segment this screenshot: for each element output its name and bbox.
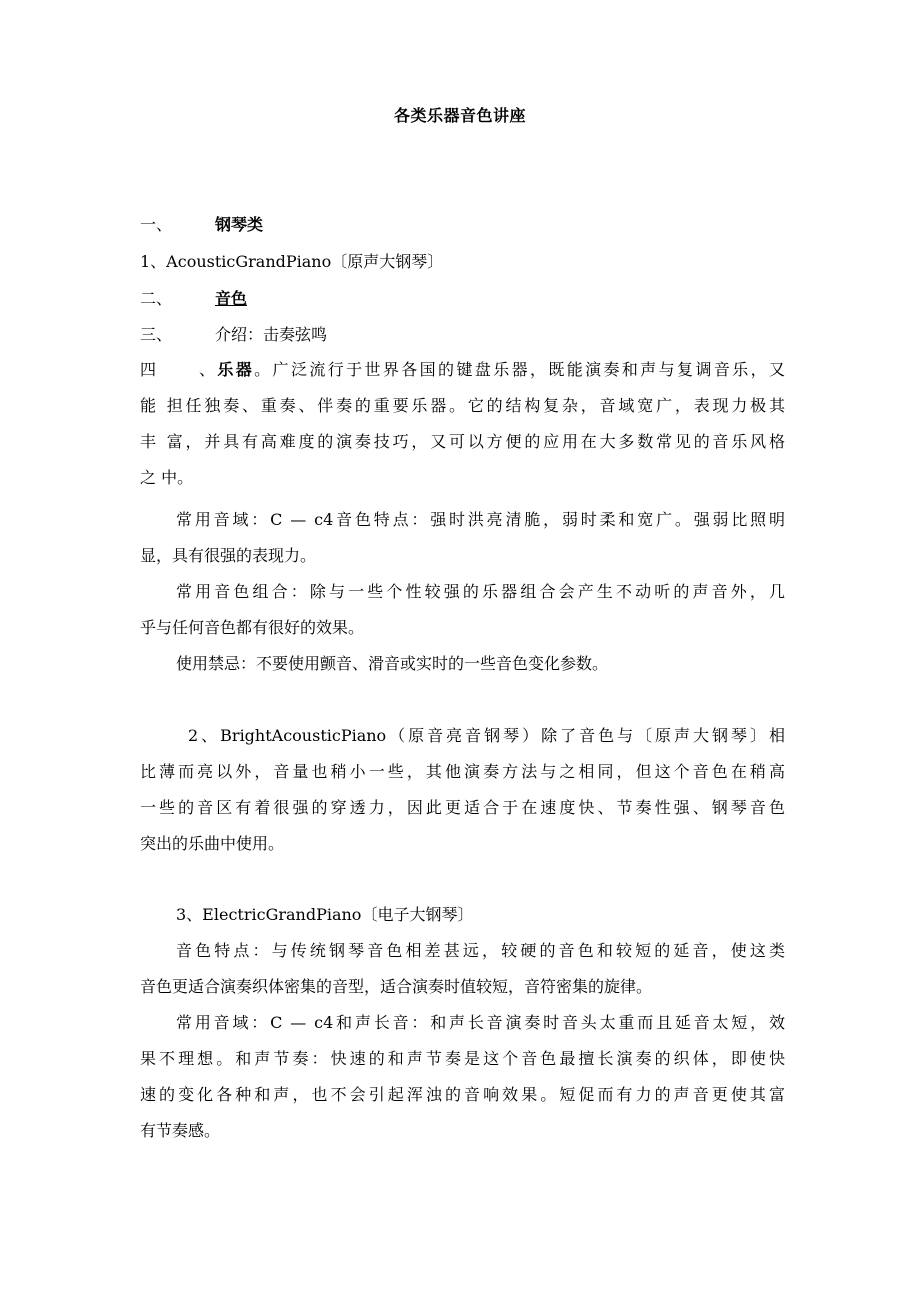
taboo-line: 使用禁忌：不要使用颤音、滑音或实时的一些音色变化参数。: [176, 654, 609, 673]
section-1-heading: [140, 215, 263, 235]
range-paragraph-1: [140, 502, 785, 574]
piano-2-line-2: 比薄而亮以外，音量也稍小一些，其他演奏方法与之相同，但这个音色在稍高: [140, 762, 785, 781]
document-title: 各类乐器音色讲座: [393, 106, 526, 125]
section-2-heading: [140, 289, 247, 309]
section-3-text: 介绍：击奏弦鸣: [215, 325, 328, 344]
combo-line-2: 乎与任何音色都有很好的效果。: [140, 618, 365, 637]
piano-3-range-paragraph: [140, 1005, 785, 1149]
section-4-text-1: 。广泛流行于世界各国的键盘乐器，既能演奏和声与复调音乐，又: [254, 360, 785, 379]
piano-2-line-4: 突出的乐曲中使用。: [140, 834, 285, 853]
item-1-heading: [140, 252, 443, 272]
piano-3a-line-1: 音色特点：与传统钢琴音色相差甚远，较硬的音色和较短的延音，使这类: [176, 941, 785, 960]
section-4-bold-term: 乐器: [215, 360, 255, 379]
section-2-number: 二、: [140, 289, 173, 308]
item-3-text: 3、ElectricGrandPiano〔电子大钢琴〕: [176, 905, 474, 924]
piano-3-timbre-paragraph: [140, 933, 785, 1005]
item-3-heading: [140, 897, 785, 933]
range-1-line-1: 常用音域：C — c4音色特点：强时洪亮清脆，弱时柔和宽广。强弱比照明: [176, 510, 785, 529]
piano-3b-line-4: 有节奏感。: [140, 1121, 221, 1140]
piano-3b-line-2: 果不理想。和声节奏：快速的和声节奏是这个音色最擅长演奏的织体，即使快: [140, 1049, 785, 1068]
taboo-paragraph: [140, 646, 785, 682]
section-1-label: 钢琴类: [215, 215, 264, 234]
section-4-line-4: 之 中。: [140, 468, 194, 487]
section-2-label: 音色: [215, 289, 248, 308]
piano-3b-line-3: 速的变化各种和声，也不会引起浑浊的音响效果。短促而有力的声音更使其富: [140, 1085, 785, 1104]
section-4-paragraph: [140, 352, 785, 496]
section-4-number: 四、: [140, 360, 215, 379]
section-4-line-2: 能 担任独奏、重奏、伴奏的重要乐器。它的结构复杂，音域宽广，表现力极其: [140, 396, 785, 415]
section-3-heading: [140, 325, 327, 345]
section-4-line-1: [140, 352, 785, 388]
section-4-line-3: 丰 富，并具有高难度的演奏技巧，又可以方便的应用在大多数常见的音乐风格: [140, 432, 785, 451]
piano-2-line-1: 2、BrightAcousticPiano（原音亮音钢琴）除了音色与〔原声大钢琴〕相: [188, 726, 785, 745]
item-1-text: 1、AcousticGrandPiano〔原声大钢琴〕: [140, 252, 444, 271]
section-3-number: 三、: [140, 325, 173, 344]
piano-2-paragraph: [140, 718, 785, 862]
section-1-number: 一、: [140, 215, 173, 234]
range-1-line-2: 显，具有很强的表现力。: [140, 546, 317, 565]
piano-3b-line-1: 常用音域：C — c4和声长音：和声长音演奏时音头太重而且延音太短，效: [176, 1013, 785, 1032]
piano-2-line-3: 一些的音区有着很强的穿透力，因此更适合于在速度快、节奏性强、钢琴音色: [140, 798, 785, 817]
combo-line-1: 常用音色组合：除与一些个性较强的乐器组合会产生不动听的声音外，几: [176, 582, 785, 601]
combo-paragraph: [140, 574, 785, 646]
piano-3a-line-2: 音色更适合演奏织体密集的音型，适合演奏时值较短，音符密集的旋律。: [140, 977, 653, 996]
